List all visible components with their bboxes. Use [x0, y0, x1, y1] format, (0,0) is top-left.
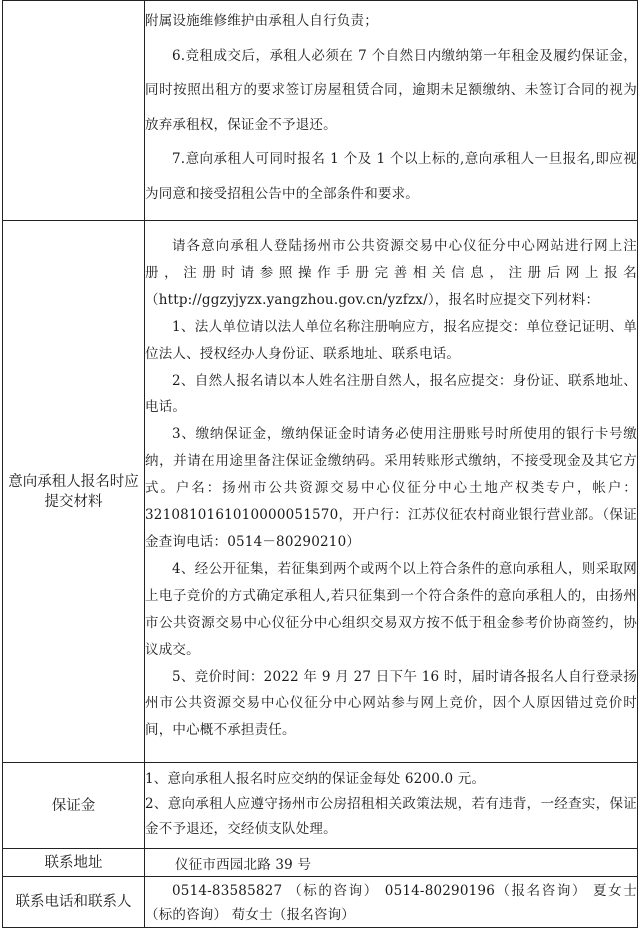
announcement-table: [2, 0, 638, 928]
contacts-label: 联系电话和联系人: [3, 877, 145, 928]
contacts-content-cell: [145, 877, 638, 928]
materials-paragraph: 4、经公开征集，若征集到两个或两个以上符合条件的意向承租人，则采取网上电子竞价的方式确定承租人,若只征集到一个符合条件的意向承租人的，由扬州市公共资源交易中心仪征分中心组织交易双方按不低于租金参考价协商签约，协议成交。: [145, 560, 637, 658]
rule-paragraph: 6.竞租成交后，承租人必须在 7 个自然日内缴纳第一年租金及履约保证金，同时按照出租方的要求签订房屋租赁合同，逾期未足额缴纳、未签订合同的视为放弃承租权，保证金不予退还。: [145, 47, 637, 133]
address-value: 仪征市西园北路 39 号: [145, 849, 638, 877]
deposit-label: 保证金: [3, 763, 145, 849]
materials-label: 意向承租人报名时应提交材料: [3, 221, 145, 763]
materials-paragraph: 3、缴纳保证金，缴纳保证金时请务必使用注册账号时所使用的银行卡号缴纳，并请在用途里备注保证金缴纳码。采用转账形式缴纳，不接受现金及其它方式。户名：扬州市公共资源交易中心仪征分中心土地产权类专户，帐户：3210810161010000051570，开户行：江苏仪征农村商业银行营业部。（保证金查询电话：0514－80290210）: [145, 426, 637, 550]
contacts-text: 0514-83585827 （标的咨询） 0514-80290196（报名咨询） 夏女士（标的咨询） 荀女士（报名咨询）: [145, 883, 637, 924]
rule-paragraph: 7.意向承租人可同时报名 1 个及 1 个以上标的,意向承租人一旦报名,即应视为同意和接受招租公告中的全部条件和要求。: [145, 151, 637, 202]
materials-row: [3, 221, 638, 763]
materials-content-cell: [145, 221, 638, 763]
contacts-row: [3, 877, 638, 928]
address-row: [3, 849, 638, 877]
deposit-paragraph: 1、意向承租人报名时应交纳的保证金每处 6200.0 元。: [145, 771, 486, 788]
rules-label-cell: [3, 1, 145, 221]
materials-paragraph: 1、法人单位请以法人单位名称注册响应方，报名应提交：单位登记证明、单位法人、授权经办人身份证、联系地址、联系电话。: [145, 318, 637, 362]
deposit-row: [3, 763, 638, 849]
rule-paragraph: 附属设施维修维护由承租人自行负责；: [145, 13, 378, 29]
deposit-content-cell: [145, 763, 638, 849]
rules-content-cell: [145, 1, 638, 221]
rules-row: [3, 1, 638, 221]
materials-paragraph: 5、竞价时间：2022 年 9 月 27 日下午 16 时，届时请各报名人自行登录扬州市公共资源交易中心仪征分中心网站参与网上竞价，因个人原因错过竞价时间，中心概不承担责任。: [145, 668, 637, 739]
deposit-paragraph: 2、意向承租人应遵守扬州市公房招租相关政策法规，若有违背，一经查实，保证金不予退还，交经侦支队处理。: [145, 796, 637, 838]
materials-paragraph: 请各意向承租人登陆扬州市公共资源交易中心仪征分中心网站进行网上注册，注册时请参照操作手册完善相关信息，注册后网上报名（http://ggzyjyzx.yangzhou.gov.cn/yzfzx/），报名时应提交下列材料：: [145, 238, 637, 308]
materials-paragraph: 2、自然人报名请以本人姓名注册自然人，报名应提交：身份证、联系地址、电话。: [145, 372, 637, 416]
address-label: 联系地址: [3, 849, 145, 877]
